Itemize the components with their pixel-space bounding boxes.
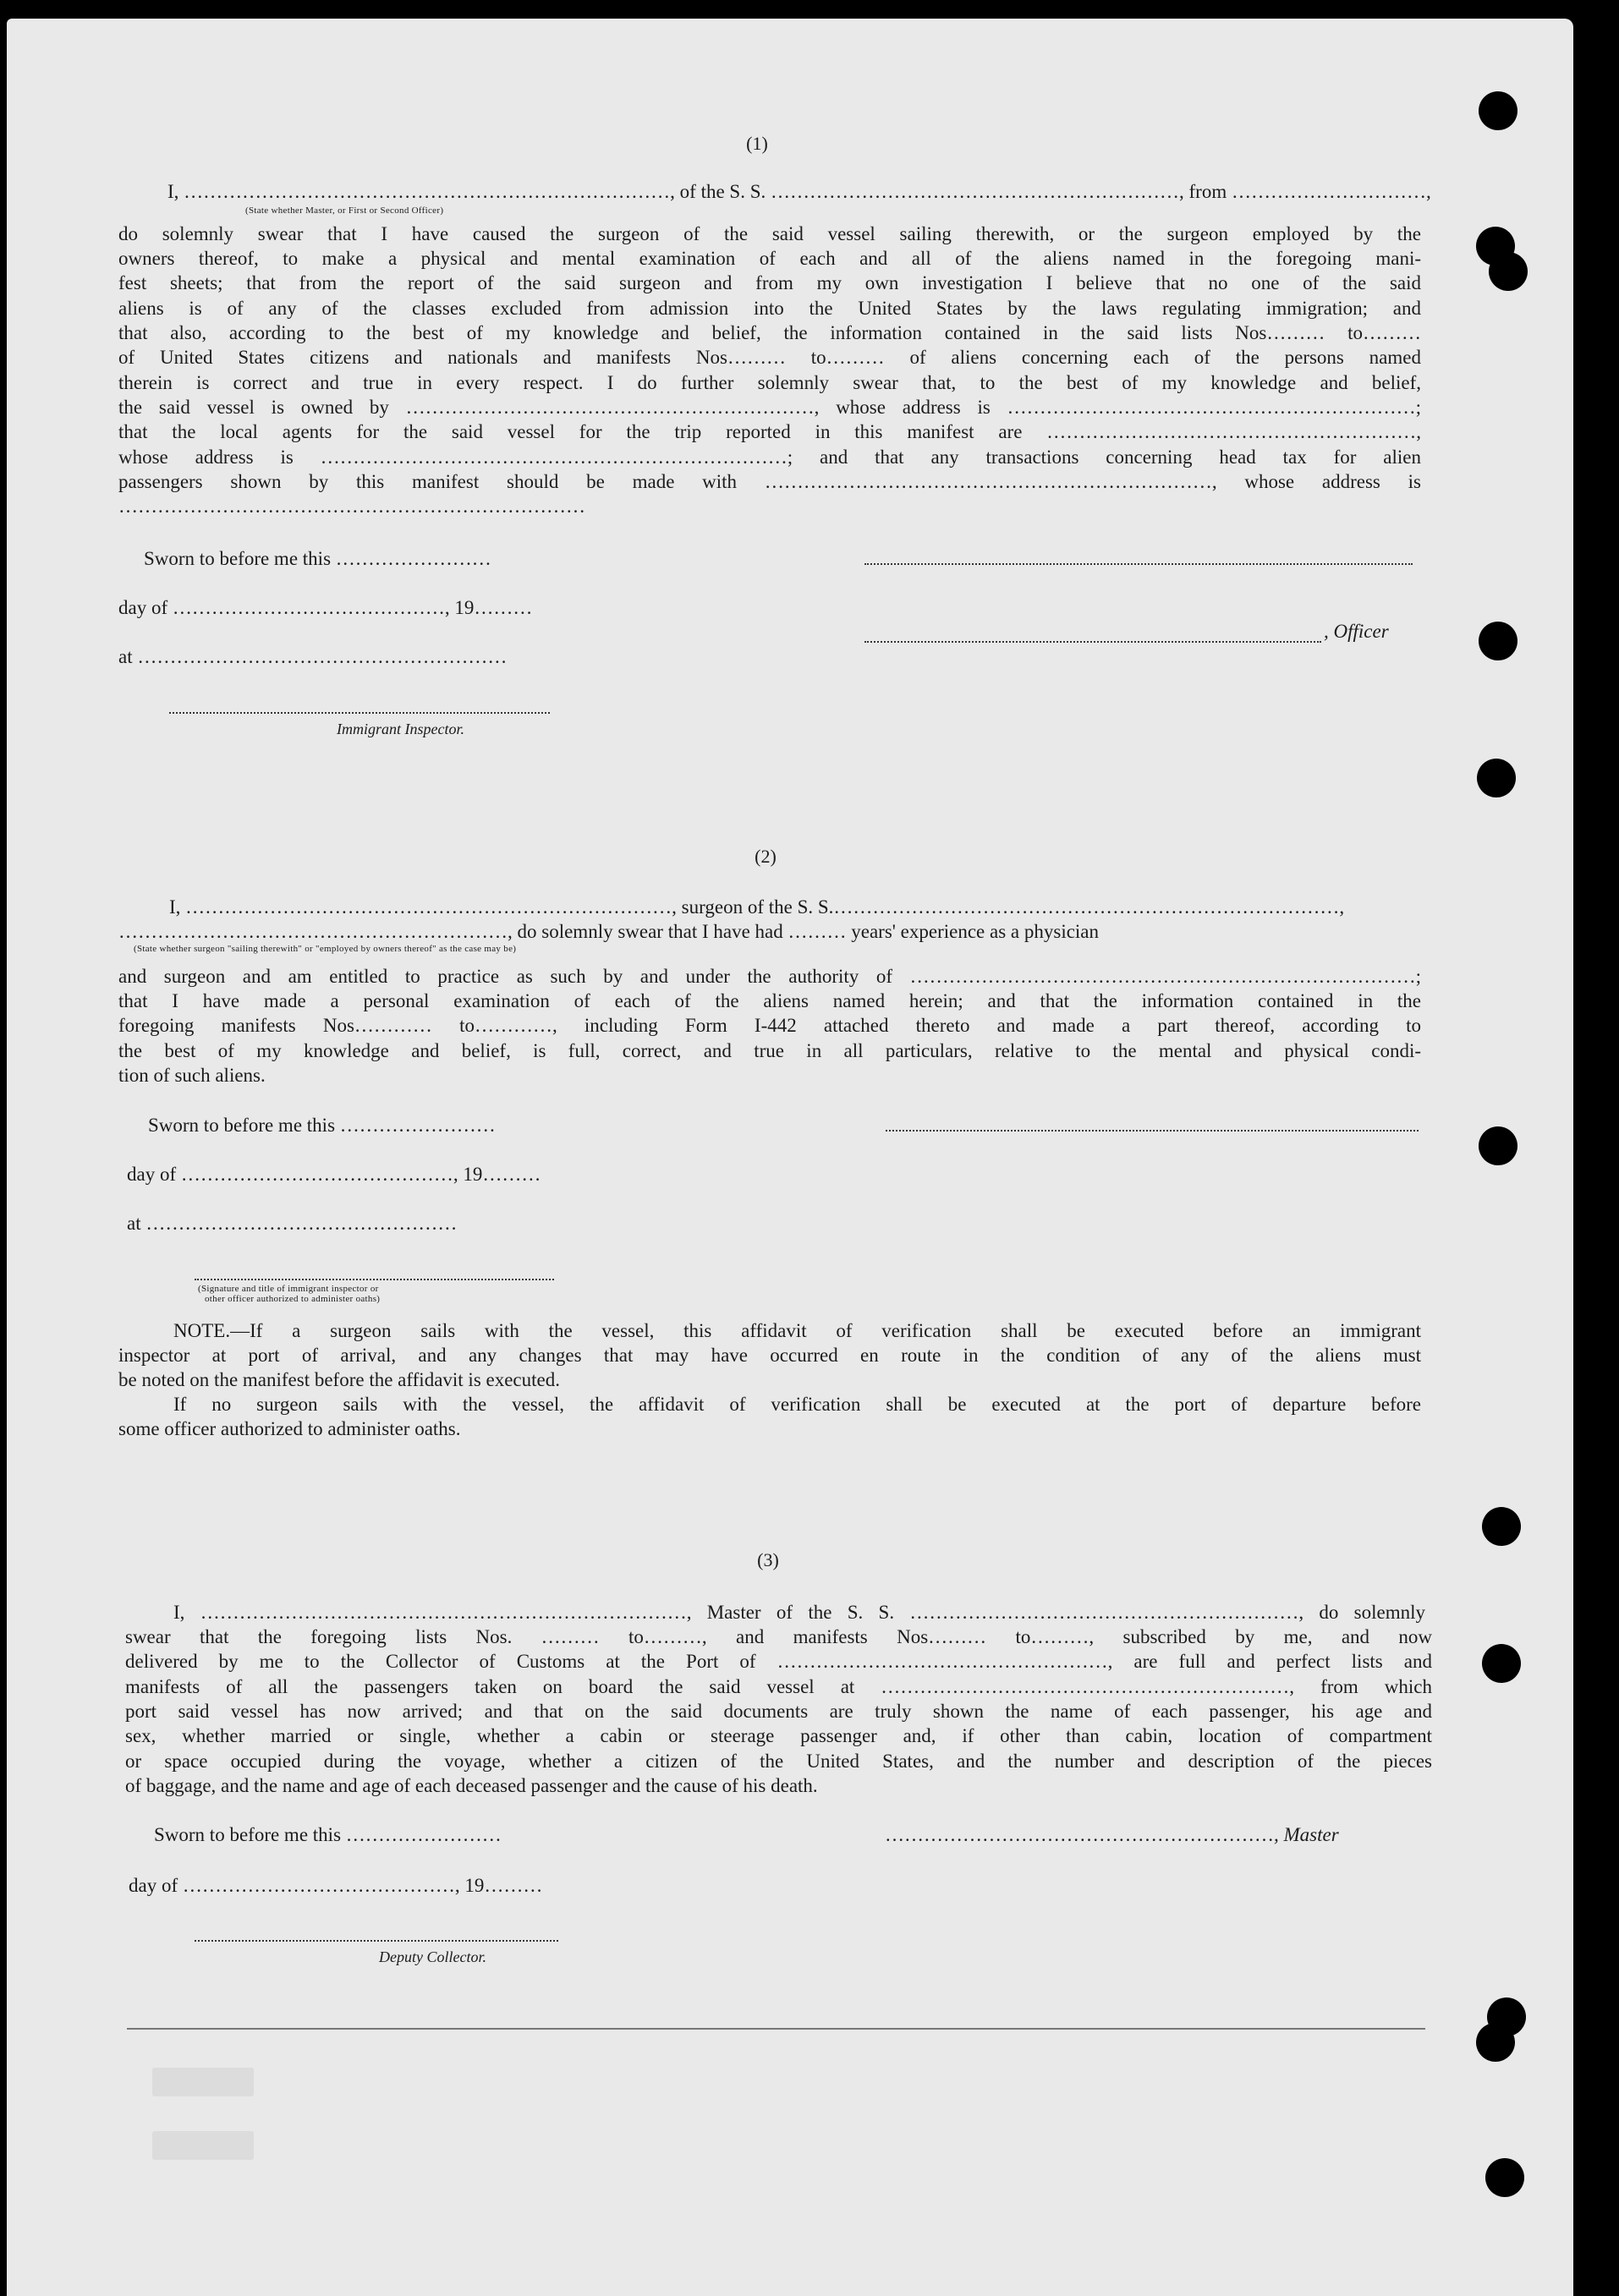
s3-day-blank: …………………………………… bbox=[182, 1875, 455, 1896]
s1-body-line: ……………………………………………………………… bbox=[118, 496, 585, 517]
s1-i: I, bbox=[167, 181, 179, 202]
s3-sworn-label: Sworn to before me this bbox=[154, 1824, 342, 1845]
section-1-number: (1) bbox=[746, 133, 768, 154]
binder-hole bbox=[1489, 252, 1528, 291]
binder-hole bbox=[1485, 2158, 1524, 2197]
s1-year-label: , 19 bbox=[444, 597, 475, 618]
s1-day-blank: …………………………………… bbox=[172, 597, 445, 618]
s2-note-line: be noted on the manifest before the affidavit is executed. bbox=[118, 1369, 560, 1390]
s2-year-label: , 19 bbox=[453, 1164, 483, 1185]
s1-body-line: therein is correct and true in every respect. I do further solemnly swear that, to the best of my knowledge and belief, bbox=[118, 372, 1421, 393]
scan-artifact bbox=[152, 2068, 254, 2096]
s3-body-line: I, …………………………………………………………………, Master of the S. S. ……………………………………………………, do solemnly bbox=[173, 1602, 1425, 1623]
s2-role-caption: (State whether surgeon "sailing therewith" or "employed by owners thereof" as the case may be) bbox=[134, 944, 517, 954]
s2-body-line: the best of my knowledge and belief, is full, correct, and true in all particulars, relative to the mental and physical condi- bbox=[118, 1040, 1421, 1061]
s2-i: I, bbox=[169, 896, 181, 918]
binder-hole bbox=[1482, 1507, 1521, 1546]
s2-note-line bbox=[173, 1392, 1421, 1417]
s2-surgeon-signature-line bbox=[886, 1130, 1419, 1132]
binder-hole bbox=[1482, 1644, 1521, 1683]
binder-hole bbox=[1476, 2023, 1515, 2062]
s2-role-blank: …………………………………………………… bbox=[118, 921, 508, 942]
section-3-number: (3) bbox=[757, 1549, 779, 1570]
s1-at-line bbox=[118, 644, 507, 669]
bottom-rule bbox=[127, 2028, 1425, 2030]
s1-at-blank: ………………………………………………… bbox=[137, 646, 508, 667]
s1-from-label: , from bbox=[1179, 181, 1227, 202]
s1-body-line: that also, according to the best of my knowledge and belief, the information contained in the said lists Nos……… to……… bbox=[118, 322, 1421, 343]
s2-day-label: day of bbox=[127, 1164, 177, 1185]
s2-experience-text: , do solemnly swear that I have had ……… years' experience as a physician bbox=[508, 921, 1100, 942]
s1-officer-blank: ………………………………………………………………… bbox=[184, 181, 671, 202]
s1-inspector-label: Immigrant Inspector. bbox=[337, 721, 464, 737]
binder-hole bbox=[1479, 91, 1517, 130]
s2-note-text: If no surgeon sails with the vessel, the affidavit of verification shall be executed at the port of departure before bbox=[173, 1394, 1421, 1415]
binder-hole bbox=[1479, 1126, 1517, 1165]
s2-sworn-line bbox=[148, 1113, 496, 1137]
s1-day-line bbox=[118, 595, 532, 620]
s1-oath-line bbox=[167, 179, 1431, 204]
s2-day-line bbox=[127, 1162, 541, 1186]
s1-body-line: whose address is ………………………………………………………………; and that any transactions concerning head tax for alien bbox=[118, 447, 1421, 468]
s3-body-line: delivered by me to the Collector of Customs at the Port of ……………………………………………, are full and perfect lists and bbox=[125, 1651, 1432, 1672]
s1-body-line: passengers shown by this manifest should be made with ……………………………………………………………, whose address is bbox=[118, 471, 1421, 492]
s3-body-line: sex, whether married or single, whether a cabin or steerage passenger and, if other than cabin, location of compartment bbox=[125, 1725, 1432, 1746]
s1-at-label: at bbox=[118, 646, 133, 667]
s1-officer-signature-line bbox=[864, 563, 1413, 565]
s1-body-line: the said vessel is owned by ………………………………………………………, whose address is ………………………………………………………; bbox=[118, 397, 1421, 418]
s1-officer-title-line bbox=[864, 641, 1321, 643]
s2-body-line: foregoing manifests Nos………… to…………, including Form I-442 attached thereto and made a part thereof, according to bbox=[118, 1015, 1421, 1036]
s2-witness-caption-1: (Signature and title of immigrant inspector or bbox=[198, 1284, 379, 1294]
scan-border bbox=[1573, 0, 1619, 2296]
section-2-number: (2) bbox=[755, 846, 777, 867]
s2-day-blank: …………………………………… bbox=[180, 1164, 453, 1185]
s2-body-line: tion of such aliens. bbox=[118, 1065, 266, 1086]
s1-sworn-label: Sworn to before me this bbox=[144, 548, 332, 569]
s2-sworn-label: Sworn to before me this bbox=[148, 1115, 336, 1136]
s2-note-text: NOTE.—If a surgeon sails with the vessel, this affidavit of verification shall be executed before an immigrant bbox=[173, 1320, 1421, 1341]
s1-officer-caption: (State whether Master, or First or Second Officer) bbox=[245, 205, 444, 216]
s2-year-blank: ……… bbox=[482, 1164, 541, 1185]
s2-body-line: and surgeon and am entitled to practice as such by and under the authority of ……………………………………………………………………; bbox=[118, 966, 1421, 987]
s3-sworn-blank: …………………… bbox=[345, 1824, 502, 1845]
s2-at-line bbox=[127, 1211, 457, 1236]
s1-year-blank: ……… bbox=[474, 597, 533, 618]
s1-inspector-signature-line bbox=[169, 712, 550, 714]
s3-body-line: manifests of all the passengers taken on board the said vessel at ………………………………………………………, from which bbox=[125, 1676, 1432, 1697]
s2-witness-caption-2: other officer authorized to administer oaths) bbox=[205, 1294, 381, 1304]
s3-body-line: of baggage, and the name and age of each deceased passenger and the cause of his death. bbox=[125, 1775, 818, 1796]
s3-collector-signature-line bbox=[195, 1940, 558, 1942]
s3-body-line: port said vessel has now arrived; and that on the said documents are truly shown the name of each passenger, his age and bbox=[125, 1701, 1432, 1722]
s1-from-blank: …………………………, bbox=[1231, 181, 1431, 202]
s2-ship-label: , surgeon of the S. S. bbox=[672, 896, 834, 918]
s2-surgeon-blank: ………………………………………………………………… bbox=[185, 896, 672, 918]
s3-master-line bbox=[885, 1822, 1339, 1847]
s1-body-line: aliens is of any of the classes excluded from admission into the United States by the laws regulating immigration; and bbox=[118, 298, 1421, 319]
s2-note-line bbox=[118, 1318, 1421, 1343]
s1-body-line: do solemnly swear that I have caused the surgeon of the said vessel sailing therewith, or the surgeon employed by the bbox=[118, 223, 1421, 244]
s3-master-label: , Master bbox=[1274, 1824, 1339, 1845]
s2-note-line: inspector at port of arrival, and any changes that may have occurred en route in the condition of any of the aliens must bbox=[118, 1345, 1421, 1366]
scan-artifact bbox=[152, 2131, 254, 2160]
s1-sworn-blank: …………………… bbox=[335, 548, 491, 569]
s3-body-line: or space occupied during the voyage, whether a citizen of the United States, and the number and description of the pieces bbox=[125, 1751, 1432, 1772]
s1-ship-blank: ……………………………………………………… bbox=[771, 181, 1180, 202]
s1-body-line: fest sheets; that from the report of the said surgeon and from my own investigation I believe that no one of the said bbox=[118, 272, 1421, 293]
s3-day-line bbox=[129, 1873, 542, 1898]
s2-note-line: some officer authorized to administer oaths. bbox=[118, 1418, 461, 1439]
s3-master-blank: …………………………………………………… bbox=[885, 1824, 1274, 1845]
s3-sworn-line bbox=[154, 1822, 502, 1847]
s3-year-blank: ……… bbox=[484, 1875, 543, 1896]
s1-body-line: of United States citizens and nationals and manifests Nos……… to……… of aliens concerning each of the persons named bbox=[118, 347, 1421, 368]
s3-body-line: swear that the foregoing lists Nos. ……… to………, and manifests Nos……… to………, subscribed by me, and now bbox=[125, 1626, 1432, 1647]
s1-ship-label: , of the S. S. bbox=[670, 181, 766, 202]
s2-at-blank: ………………………………………… bbox=[145, 1213, 458, 1234]
s2-ship-blank: ……………………………………………………………………, bbox=[833, 896, 1345, 918]
binder-hole bbox=[1477, 759, 1516, 797]
s1-body-line: owners thereof, to make a physical and mental examination of each and all of the aliens named in the foregoing mani- bbox=[118, 248, 1421, 269]
binder-hole bbox=[1479, 622, 1517, 660]
s1-sworn-line bbox=[144, 546, 491, 571]
s3-collector-label: Deputy Collector. bbox=[379, 1948, 486, 1965]
s2-oath-line bbox=[169, 895, 1344, 919]
s2-experience-line bbox=[118, 919, 1099, 944]
s2-sworn-blank: …………………… bbox=[339, 1115, 496, 1136]
s3-year-label: , 19 bbox=[454, 1875, 485, 1896]
s2-witness-signature-line bbox=[195, 1279, 554, 1280]
s2-body-line: that I have made a personal examination of each of the aliens named herein; and that the information contained in the bbox=[118, 990, 1421, 1011]
s1-day-label: day of bbox=[118, 597, 168, 618]
s2-at-label: at bbox=[127, 1213, 141, 1234]
s1-body-line: that the local agents for the said vessel for the trip reported in this manifest are …………………………………………………, bbox=[118, 421, 1421, 442]
s1-officer-label: , Officer bbox=[1324, 621, 1389, 642]
s3-day-label: day of bbox=[129, 1875, 178, 1896]
